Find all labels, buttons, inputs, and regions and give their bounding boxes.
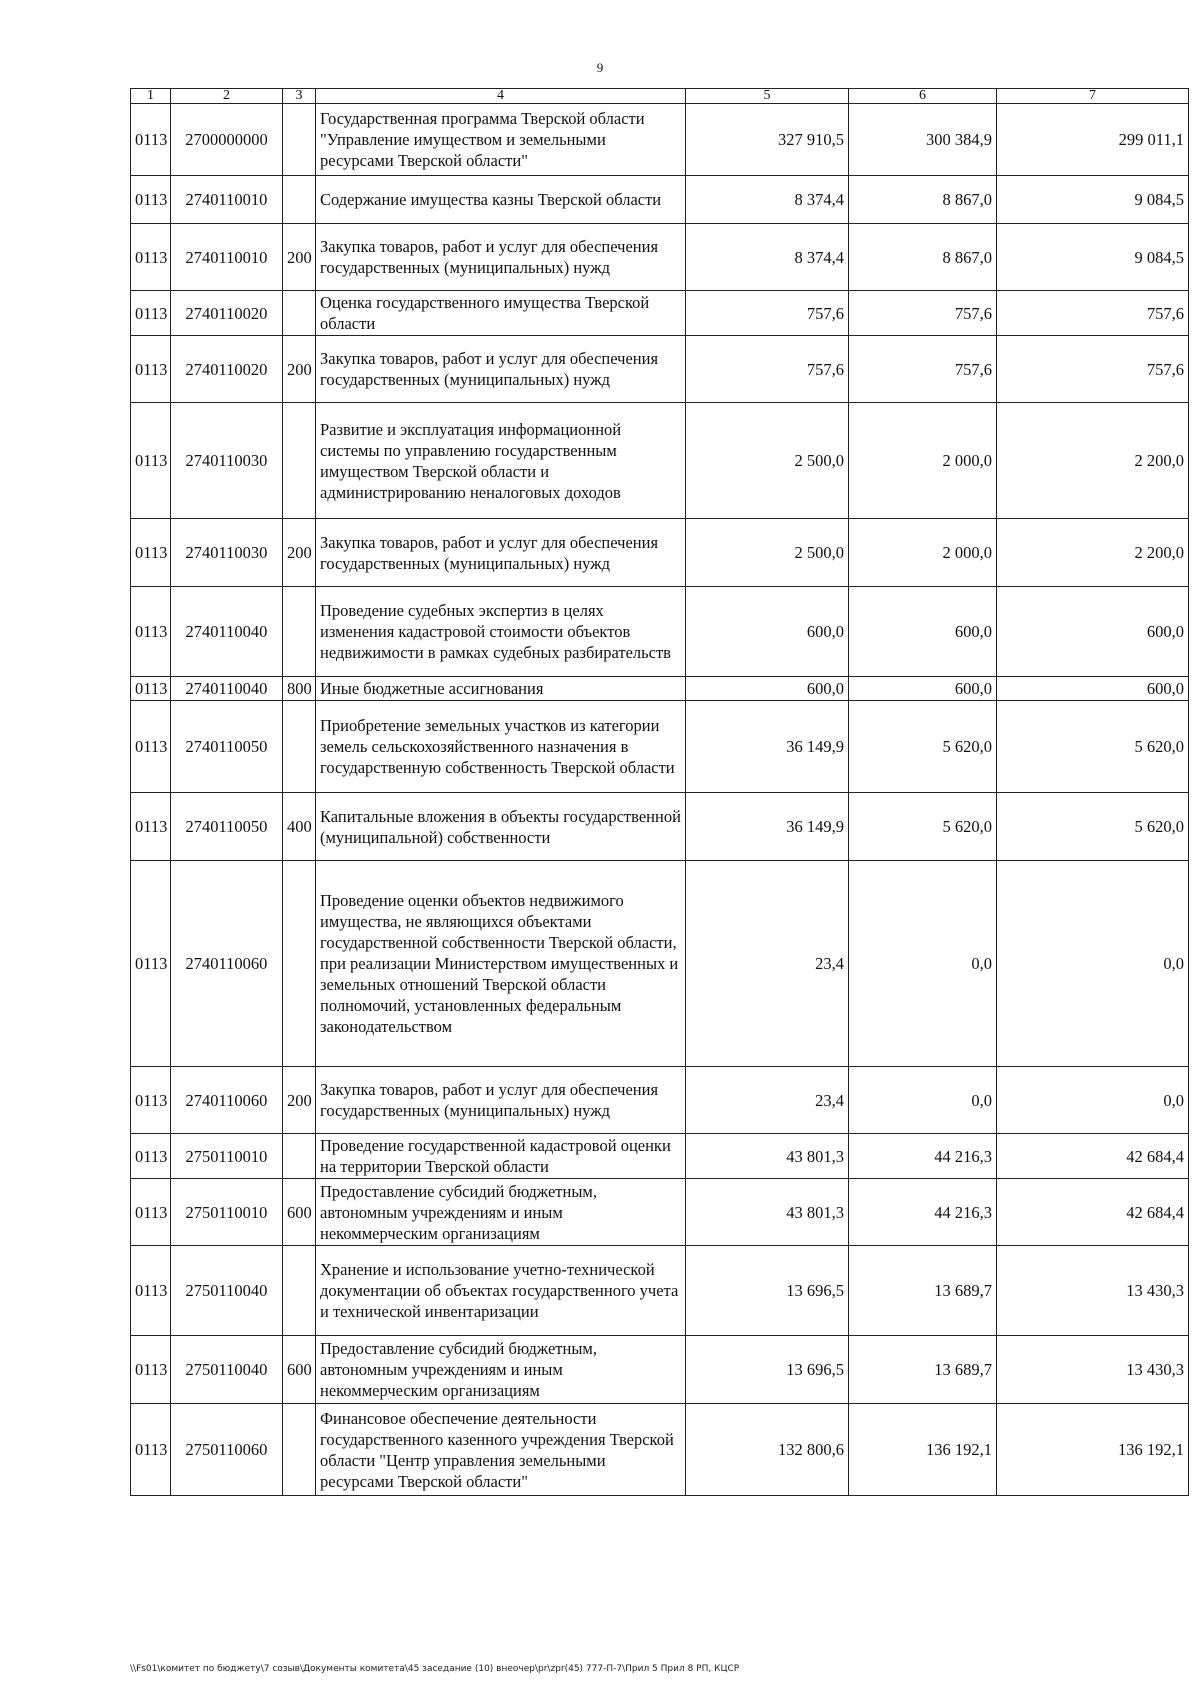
cell-target-code: 2750110040 — [171, 1336, 283, 1404]
cell-name: Оценка государственного имущества Тверской области — [316, 291, 686, 336]
cell-name: Предоставление субсидий бюджетным, автономным учреждениям и иным некоммерческим организациям — [316, 1336, 686, 1404]
cell-expense-type — [283, 861, 316, 1067]
cell-amount-year-3: 299 011,1 — [997, 104, 1189, 176]
cell-amount-year-2: 13 689,7 — [849, 1246, 997, 1336]
cell-name: Проведение государственной кадастровой оценки на территории Тверской области — [316, 1134, 686, 1179]
cell-target-code: 2740110020 — [171, 291, 283, 336]
cell-target-code: 2740110060 — [171, 1067, 283, 1134]
cell-amount-year-3: 600,0 — [997, 677, 1189, 701]
cell-expense-type: 400 — [283, 793, 316, 861]
cell-amount-year-2: 0,0 — [849, 1067, 997, 1134]
footer-file-path: \\Fs01\комитет по бюджету\7 созыв\Документы комитета\45 заседание (10) внеочер\pr\zpr(45) 777-П-7\Прил 5 Прил 8 РП, КЦСР — [130, 1664, 740, 1674]
table-row — [131, 701, 1189, 793]
table-row — [131, 1336, 1189, 1404]
cell-section: 0113 — [131, 403, 171, 519]
cell-amount-year-3: 5 620,0 — [997, 701, 1189, 793]
cell-expense-type — [283, 403, 316, 519]
cell-amount-year-1: 43 801,3 — [686, 1179, 849, 1246]
cell-amount-year-1: 13 696,5 — [686, 1336, 849, 1404]
cell-expense-type: 200 — [283, 1067, 316, 1134]
table-row — [131, 1179, 1189, 1246]
cell-amount-year-2: 600,0 — [849, 677, 997, 701]
cell-section: 0113 — [131, 224, 171, 291]
cell-expense-type — [283, 104, 316, 176]
cell-section: 0113 — [131, 104, 171, 176]
table-row — [131, 677, 1189, 701]
cell-amount-year-3: 600,0 — [997, 587, 1189, 677]
column-header: 1 — [131, 89, 171, 104]
cell-target-code: 2740110010 — [171, 224, 283, 291]
cell-target-code: 2740110040 — [171, 587, 283, 677]
cell-section: 0113 — [131, 861, 171, 1067]
cell-amount-year-3: 757,6 — [997, 336, 1189, 403]
cell-section: 0113 — [131, 1179, 171, 1246]
table-row — [131, 587, 1189, 677]
cell-expense-type — [283, 1134, 316, 1179]
cell-section: 0113 — [131, 519, 171, 587]
cell-amount-year-2: 13 689,7 — [849, 1336, 997, 1404]
cell-amount-year-2: 2 000,0 — [849, 519, 997, 587]
cell-amount-year-1: 8 374,4 — [686, 224, 849, 291]
table-row — [131, 1134, 1189, 1179]
cell-amount-year-3: 2 200,0 — [997, 403, 1189, 519]
cell-target-code: 2700000000 — [171, 104, 283, 176]
cell-amount-year-2: 300 384,9 — [849, 104, 997, 176]
header-row — [131, 89, 1189, 104]
cell-section: 0113 — [131, 176, 171, 224]
cell-section: 0113 — [131, 291, 171, 336]
cell-amount-year-3: 9 084,5 — [997, 224, 1189, 291]
cell-section: 0113 — [131, 336, 171, 403]
table-row — [131, 1067, 1189, 1134]
cell-name: Приобретение земельных участков из категории земель сельскохозяйственного назначения в государственную собственность Тверской области — [316, 701, 686, 793]
cell-expense-type — [283, 587, 316, 677]
cell-name: Закупка товаров, работ и услуг для обеспечения государственных (муниципальных) нужд — [316, 519, 686, 587]
cell-section: 0113 — [131, 587, 171, 677]
cell-target-code: 2750110040 — [171, 1246, 283, 1336]
cell-amount-year-1: 757,6 — [686, 291, 849, 336]
cell-name: Содержание имущества казны Тверской области — [316, 176, 686, 224]
cell-amount-year-3: 2 200,0 — [997, 519, 1189, 587]
table-row — [131, 861, 1189, 1067]
table-row — [131, 336, 1189, 403]
cell-amount-year-3: 42 684,4 — [997, 1179, 1189, 1246]
cell-expense-type: 600 — [283, 1336, 316, 1404]
cell-expense-type — [283, 1246, 316, 1336]
cell-section: 0113 — [131, 1067, 171, 1134]
cell-expense-type: 600 — [283, 1179, 316, 1246]
cell-amount-year-3: 9 084,5 — [997, 176, 1189, 224]
cell-amount-year-1: 600,0 — [686, 587, 849, 677]
column-header: 7 — [997, 89, 1189, 104]
cell-amount-year-3: 13 430,3 — [997, 1336, 1189, 1404]
cell-target-code: 2740110030 — [171, 403, 283, 519]
cell-amount-year-3: 0,0 — [997, 861, 1189, 1067]
cell-amount-year-1: 132 800,6 — [686, 1404, 849, 1496]
cell-target-code: 2750110010 — [171, 1179, 283, 1246]
cell-expense-type — [283, 1404, 316, 1496]
cell-amount-year-1: 8 374,4 — [686, 176, 849, 224]
table-body — [131, 104, 1189, 1496]
table-row — [131, 1246, 1189, 1336]
column-header: 2 — [171, 89, 283, 104]
cell-section: 0113 — [131, 677, 171, 701]
cell-name: Закупка товаров, работ и услуг для обеспечения государственных (муниципальных) нужд — [316, 1067, 686, 1134]
table-row — [131, 1404, 1189, 1496]
cell-target-code: 2740110020 — [171, 336, 283, 403]
cell-section: 0113 — [131, 793, 171, 861]
cell-expense-type: 200 — [283, 224, 316, 291]
cell-expense-type — [283, 701, 316, 793]
cell-amount-year-1: 757,6 — [686, 336, 849, 403]
cell-amount-year-2: 5 620,0 — [849, 793, 997, 861]
cell-amount-year-2: 5 620,0 — [849, 701, 997, 793]
cell-amount-year-2: 136 192,1 — [849, 1404, 997, 1496]
cell-amount-year-2: 44 216,3 — [849, 1179, 997, 1246]
table-row — [131, 176, 1189, 224]
cell-name: Капитальные вложения в объекты государственной (муниципальной) собственности — [316, 793, 686, 861]
cell-name: Проведение судебных экспертиз в целях изменения кадастровой стоимости объектов недвижимости в рамках судебных разбирательств — [316, 587, 686, 677]
cell-expense-type — [283, 176, 316, 224]
cell-target-code: 2740110040 — [171, 677, 283, 701]
cell-expense-type: 800 — [283, 677, 316, 701]
cell-target-code: 2740110050 — [171, 793, 283, 861]
column-header: 5 — [686, 89, 849, 104]
cell-name: Закупка товаров, работ и услуг для обеспечения государственных (муниципальных) нужд — [316, 224, 686, 291]
cell-amount-year-2: 2 000,0 — [849, 403, 997, 519]
column-header: 6 — [849, 89, 997, 104]
cell-section: 0113 — [131, 1336, 171, 1404]
cell-amount-year-3: 13 430,3 — [997, 1246, 1189, 1336]
cell-amount-year-1: 23,4 — [686, 861, 849, 1067]
cell-expense-type — [283, 291, 316, 336]
cell-amount-year-3: 0,0 — [997, 1067, 1189, 1134]
cell-amount-year-1: 23,4 — [686, 1067, 849, 1134]
cell-name: Развитие и эксплуатация информационной системы по управлению государственным имуществом Тверской области и администрированию неналоговых доходов — [316, 403, 686, 519]
table-row — [131, 104, 1189, 176]
table-row — [131, 519, 1189, 587]
cell-target-code: 2740110060 — [171, 861, 283, 1067]
cell-amount-year-2: 44 216,3 — [849, 1134, 997, 1179]
cell-name: Закупка товаров, работ и услуг для обеспечения государственных (муниципальных) нужд — [316, 336, 686, 403]
cell-amount-year-2: 8 867,0 — [849, 176, 997, 224]
table-row — [131, 224, 1189, 291]
cell-amount-year-1: 13 696,5 — [686, 1246, 849, 1336]
cell-name: Иные бюджетные ассигнования — [316, 677, 686, 701]
cell-amount-year-1: 600,0 — [686, 677, 849, 701]
cell-amount-year-1: 36 149,9 — [686, 701, 849, 793]
cell-amount-year-1: 43 801,3 — [686, 1134, 849, 1179]
cell-amount-year-2: 8 867,0 — [849, 224, 997, 291]
cell-name: Хранение и использование учетно-технической документации об объектах государственного учета и технической инвентаризации — [316, 1246, 686, 1336]
cell-section: 0113 — [131, 701, 171, 793]
cell-name: Предоставление субсидий бюджетным, автономным учреждениям и иным некоммерческим организациям — [316, 1179, 686, 1246]
cell-target-code: 2740110050 — [171, 701, 283, 793]
cell-name: Государственная программа Тверской области "Управление имуществом и земельными ресурсами Тверской области" — [316, 104, 686, 176]
cell-amount-year-3: 136 192,1 — [997, 1404, 1189, 1496]
cell-name: Финансовое обеспечение деятельности государственного казенного учреждения Тверской области "Центр управления земельными ресурсами Тверской области" — [316, 1404, 686, 1496]
cell-name: Проведение оценки объектов недвижимого имущества, не являющихся объектами государственной собственности Тверской области, при реализации Министерством имущественных и земельных отношений Тверской области полномочий, установленных федеральным законодательством — [316, 861, 686, 1067]
cell-amount-year-2: 600,0 — [849, 587, 997, 677]
cell-amount-year-1: 36 149,9 — [686, 793, 849, 861]
cell-section: 0113 — [131, 1246, 171, 1336]
cell-target-code: 2740110030 — [171, 519, 283, 587]
cell-amount-year-1: 2 500,0 — [686, 519, 849, 587]
cell-section: 0113 — [131, 1404, 171, 1496]
cell-expense-type: 200 — [283, 336, 316, 403]
cell-amount-year-3: 757,6 — [997, 291, 1189, 336]
cell-amount-year-2: 0,0 — [849, 861, 997, 1067]
column-header: 4 — [316, 89, 686, 104]
table-row — [131, 291, 1189, 336]
page-number: 9 — [596, 60, 604, 75]
cell-amount-year-2: 757,6 — [849, 291, 997, 336]
cell-target-code: 2750110060 — [171, 1404, 283, 1496]
cell-amount-year-3: 42 684,4 — [997, 1134, 1189, 1179]
cell-target-code: 2750110010 — [171, 1134, 283, 1179]
cell-amount-year-2: 757,6 — [849, 336, 997, 403]
cell-amount-year-3: 5 620,0 — [997, 793, 1189, 861]
cell-target-code: 2740110010 — [171, 176, 283, 224]
budget-table — [130, 88, 1189, 1496]
table-row — [131, 403, 1189, 519]
table-row — [131, 793, 1189, 861]
column-header: 3 — [283, 89, 316, 104]
cell-section: 0113 — [131, 1134, 171, 1179]
cell-amount-year-1: 327 910,5 — [686, 104, 849, 176]
cell-amount-year-1: 2 500,0 — [686, 403, 849, 519]
cell-expense-type: 200 — [283, 519, 316, 587]
